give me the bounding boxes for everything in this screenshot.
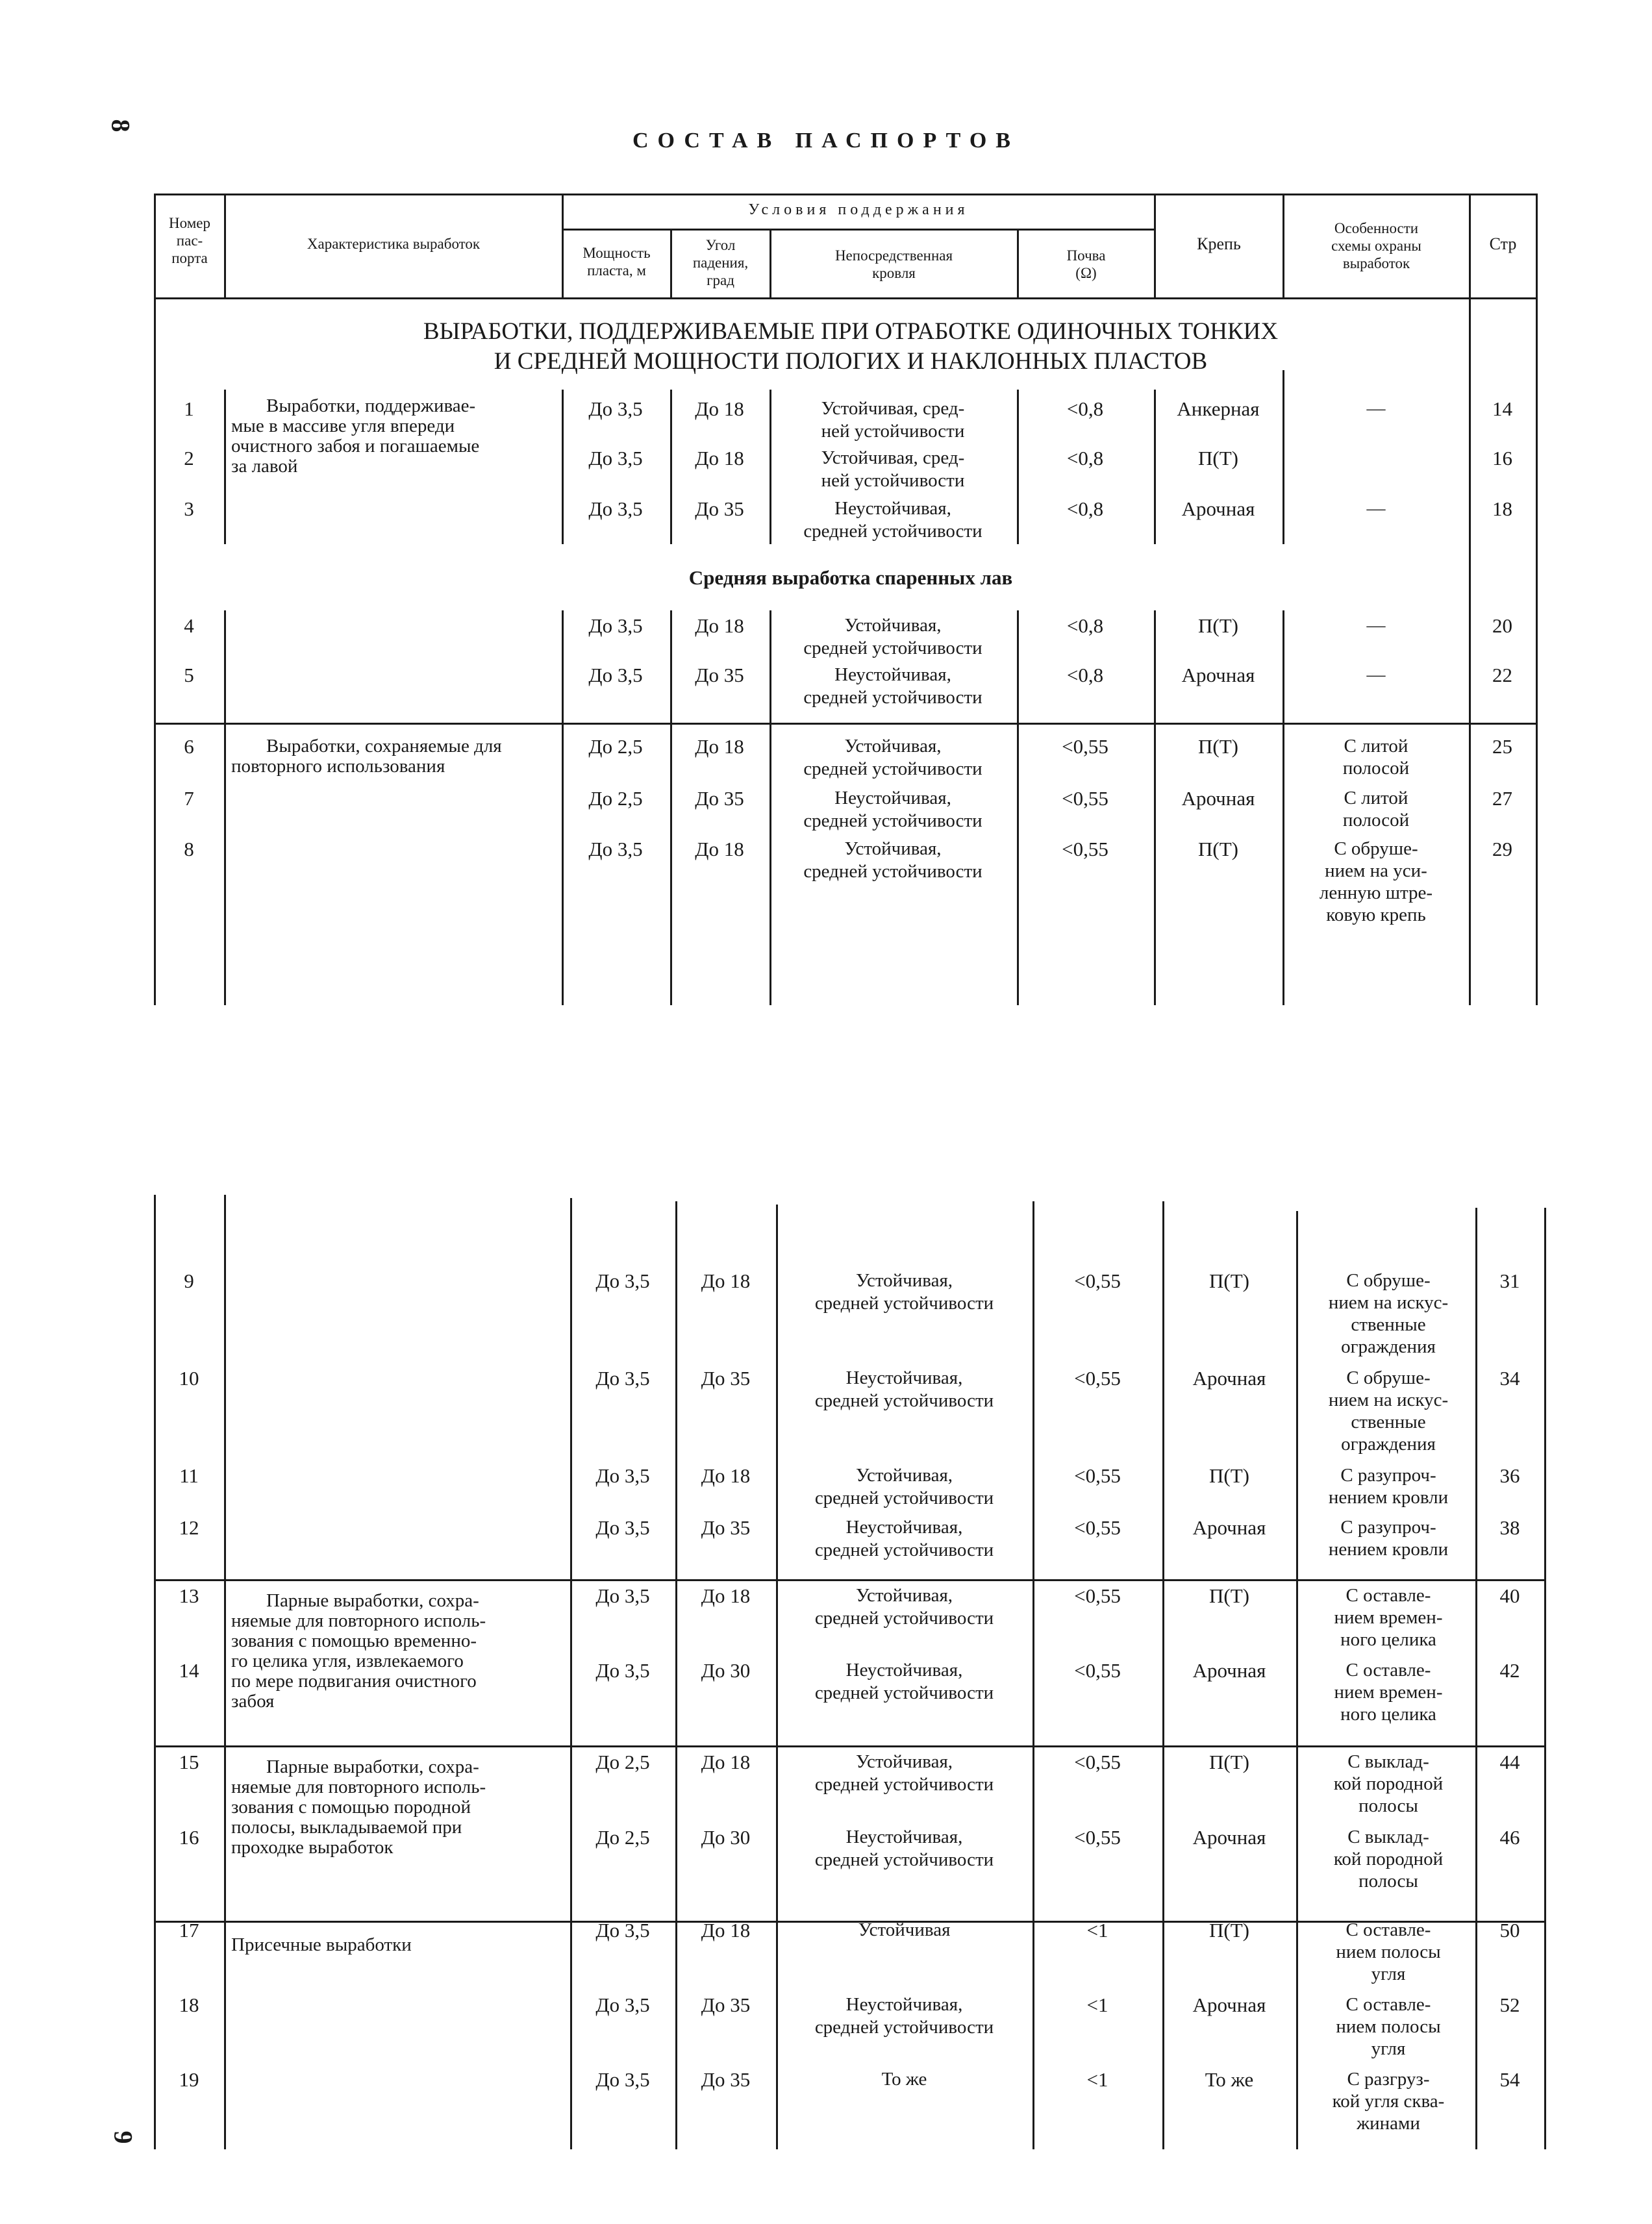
cell-thickness: До 3,5 [595,1584,650,1607]
cell-support: Арочная [1192,1659,1266,1682]
rule [562,229,1154,231]
group-description: Выработки, сохраняемые для повторного использования [231,736,502,777]
subsection-heading: Средняя выработка спаренных лав [688,566,1013,589]
cell-floor: <0,55 [1074,1659,1121,1682]
header-page: Стр [1489,234,1517,253]
cell-thickness: До 3,5 [588,614,643,637]
cell-page: 44 [1499,1751,1520,1773]
cell-features: — [1366,398,1386,419]
cell-thickness: До 3,5 [588,838,643,860]
cell-roof: Устойчивая [858,1919,951,1940]
cell-page: 42 [1499,1659,1520,1682]
cell-thickness: До 3,5 [588,497,643,520]
row-number: 3 [184,497,194,520]
row-number: 11 [179,1464,199,1487]
row-number: 7 [184,787,194,810]
cell-floor: <0,55 [1062,735,1108,758]
cell-features: С оставле- нием полосы угля [1336,1919,1441,1984]
cell-thickness: До 3,5 [588,664,643,686]
cell-roof: Неустойчивая, средней устойчивости [814,1994,994,2038]
cell-roof: Устойчивая, средней устойчивости [814,1270,994,1314]
cell-thickness: До 3,5 [588,397,643,420]
cell-thickness: До 3,5 [588,447,643,469]
row-number: 12 [179,1516,199,1539]
cell-features: С оставле- нием времен- ного целика [1334,1585,1443,1650]
cell-roof: Устойчивая, сред- ней устойчивости [821,398,965,442]
cell-floor: <0,55 [1062,787,1108,810]
cell-page: 27 [1492,787,1512,810]
rule [1536,194,1538,1005]
rule [156,1579,1544,1581]
cell-features: С разгруз- кой угля сква- жинами [1332,2069,1445,2134]
cell-angle: До 35 [701,2068,751,2091]
cell-support: Арочная [1181,664,1255,686]
row-number: 8 [184,838,194,860]
cell-roof: Устойчивая, средней устойчивости [803,838,982,882]
cell-floor: <0,55 [1062,838,1108,860]
cell-support: То же [1205,2068,1254,2091]
cell-features: С обруше- нием на уси- ленную штре- ковую крепь [1319,838,1433,925]
cell-support: П(Т) [1198,838,1238,860]
cell-roof: Неустойчивая, средней устойчивости [803,788,982,831]
cell-angle: До 18 [701,1464,751,1487]
rule [154,194,1538,195]
rule [1296,1211,1298,2149]
group-description: Присечные выработки [231,1934,412,1955]
cell-page: 20 [1492,614,1512,637]
cell-thickness: До 3,5 [595,1464,650,1487]
rule [1544,1208,1546,2149]
cell-features: С разупроч- нением кровли [1328,1517,1449,1560]
cell-thickness: До 3,5 [595,1269,650,1292]
cell-page: 18 [1492,497,1512,520]
page-title: СОСТАВ ПАСПОРТОВ [632,129,1020,153]
cell-page: 52 [1499,1993,1520,2016]
row-number: 16 [179,1826,199,1849]
cell-thickness: До 3,5 [595,1993,650,2016]
cell-floor: <0,55 [1074,1464,1121,1487]
cell-floor: <0,55 [1074,1826,1121,1849]
cell-page: 16 [1492,447,1512,469]
cell-thickness: До 2,5 [588,735,643,758]
cell-angle: До 30 [701,1659,751,1682]
cell-page: 54 [1499,2068,1520,2091]
cell-floor: <1 [1086,2068,1108,2091]
cell-thickness: До 3,5 [595,1919,650,1942]
cell-roof: Устойчивая, средней устойчивости [803,615,982,658]
cell-angle: До 18 [695,735,744,758]
cell-support: Арочная [1192,1993,1266,2016]
rule [224,390,226,544]
cell-page: 40 [1499,1584,1520,1607]
cell-features: С разупроч- нением кровли [1328,1465,1449,1508]
cell-page: 46 [1499,1826,1520,1849]
cell-support: Арочная [1192,1826,1266,1849]
cell-support: Арочная [1181,497,1255,520]
cell-page: 29 [1492,838,1512,860]
cell-angle: До 18 [695,447,744,469]
cell-thickness: До 2,5 [595,1751,650,1773]
cell-roof: Устойчивая, сред- ней устойчивости [821,447,965,491]
cell-angle: До 35 [701,1993,751,2016]
cell-support: П(Т) [1198,447,1238,469]
cell-angle: До 18 [695,838,744,860]
cell-floor: <0,55 [1074,1584,1121,1607]
cell-support: П(Т) [1198,735,1238,758]
row-number: 1 [184,397,194,420]
cell-support: Арочная [1192,1516,1266,1539]
cell-features: С литой полосой [1342,788,1410,831]
cell-features: С оставле- нием полосы угля [1336,1994,1441,2059]
cell-angle: До 30 [701,1826,751,1849]
cell-roof: Устойчивая, средней устойчивости [814,1465,994,1508]
rule [154,297,1538,299]
row-number: 2 [184,447,194,469]
cell-page: 36 [1499,1464,1520,1487]
cell-features: — [1366,498,1386,519]
header-thickness: Мощность пласта, м [582,245,651,279]
group-description: Парные выработки, сохра- няемые для повторного исполь- зования с помощью временно- го целика угля, извлекаемого по мере подвигания очистного забоя [231,1590,486,1712]
rule [224,610,226,1005]
header-conditions: Условия поддержания [748,201,969,218]
cell-angle: До 18 [701,1919,751,1942]
cell-thickness: До 3,5 [595,1516,650,1539]
rule [154,194,156,1005]
cell-angle: До 35 [701,1516,751,1539]
cell-support: Арочная [1181,787,1255,810]
rule [154,723,1538,725]
cell-features: С оставле- нием времен- ного целика [1334,1660,1443,1725]
cell-angle: До 35 [701,1367,751,1390]
rule [156,1745,1544,1747]
cell-support: П(Т) [1198,614,1238,637]
row-number: 19 [179,2068,199,2091]
cell-support: П(Т) [1209,1464,1249,1487]
header-characteristic: Характеристика выработок [307,236,481,252]
cell-page: 22 [1492,664,1512,686]
header-num: Номер пас- порта [169,215,210,266]
cell-support: П(Т) [1209,1751,1249,1773]
cell-floor: <0,55 [1074,1516,1121,1539]
cell-floor: <1 [1086,1993,1108,2016]
cell-features: С обруше- нием на искус- ственные ограждения [1328,1270,1449,1357]
cell-roof: Неустойчивая, средней устойчивости [803,498,982,542]
cell-support: П(Т) [1209,1584,1249,1607]
rule [1283,610,1284,1005]
cell-thickness: До 2,5 [595,1826,650,1849]
cell-floor: <0,55 [1074,1367,1121,1390]
row-number: 18 [179,1993,199,2016]
cell-floor: <0,8 [1066,497,1104,520]
header-support: Крепь [1197,234,1241,253]
section-heading: ВЫРАБОТКИ, ПОДДЕРЖИВАЕМЫЕ ПРИ ОТРАБОТКЕ ОДИНОЧНЫХ ТОНКИХ И СРЕДНЕЙ МОЩНОСТИ ПОЛОГИХ И НАКЛОННЫХ ПЛАСТОВ [423,318,1279,375]
cell-features: — [1366,615,1386,636]
header-angle: Угол падения, град [692,237,749,288]
cell-floor: <0,55 [1074,1269,1121,1292]
page-number-top: 8 [106,119,136,132]
cell-floor: <0,55 [1074,1751,1121,1773]
cell-thickness: До 3,5 [595,1659,650,1682]
cell-angle: До 18 [695,397,744,420]
row-number: 17 [179,1919,199,1942]
cell-features: С обруше- нием на искус- ственные ограждения [1328,1368,1449,1455]
rule [224,1195,226,2149]
cell-roof: То же [881,2069,927,2090]
cell-features: С выклад- кой породной полосы [1333,1751,1444,1816]
cell-support: П(Т) [1209,1269,1249,1292]
row-number: 14 [179,1659,199,1682]
row-number: 15 [179,1751,199,1773]
cell-floor: <0,8 [1066,614,1104,637]
cell-roof: Устойчивая, средней устойчивости [803,736,982,779]
cell-floor: <0,8 [1066,447,1104,469]
group-description: Парные выработки, сохра- няемые для повторного исполь- зования с помощью породной полосы, выкладываемой при проходке выработок [231,1756,486,1858]
cell-page: 50 [1499,1919,1520,1942]
cell-support: П(Т) [1209,1919,1249,1942]
cell-floor: <0,8 [1066,664,1104,686]
cell-page: 34 [1499,1367,1520,1390]
cell-page: 38 [1499,1516,1520,1539]
cell-roof: Устойчивая, средней устойчивости [814,1585,994,1629]
cell-page: 31 [1499,1269,1520,1292]
header-floor: Почва (Ω) [1066,247,1106,281]
header-roof: Непосредственная кровля [834,247,953,281]
cell-angle: До 35 [695,497,744,520]
cell-roof: Неустойчивая, средней устойчивости [814,1517,994,1560]
header-features: Особенности схемы охраны выработок [1331,220,1421,271]
cell-floor: <1 [1086,1919,1108,1942]
row-number: 9 [184,1269,194,1292]
cell-angle: До 35 [695,787,744,810]
row-number: 6 [184,735,194,758]
row-number: 5 [184,664,194,686]
cell-angle: До 18 [701,1269,751,1292]
page-number-bottom: 9 [108,2130,138,2144]
group-description: Выработки, поддерживае- мые в массиве угля впереди очистного забоя и погашаемые за лавой [231,395,480,477]
cell-roof: Неустойчивая, средней устойчивости [803,664,982,708]
row-number: 4 [184,614,194,637]
cell-floor: <0,8 [1066,397,1104,420]
cell-features: С выклад- кой породной полосы [1333,1827,1444,1892]
cell-thickness: До 3,5 [595,2068,650,2091]
cell-support: Анкерная [1177,397,1260,420]
row-number: 13 [179,1584,199,1607]
cell-angle: До 35 [695,664,744,686]
cell-page: 14 [1492,397,1512,420]
cell-roof: Неустойчивая, средней устойчивости [814,1827,994,1870]
cell-angle: До 18 [695,614,744,637]
cell-roof: Устойчивая, средней устойчивости [814,1751,994,1795]
cell-features: — [1366,664,1386,685]
cell-thickness: До 3,5 [595,1367,650,1390]
rule [1283,370,1284,544]
cell-angle: До 18 [701,1584,751,1607]
cell-thickness: До 2,5 [588,787,643,810]
cell-angle: До 18 [701,1751,751,1773]
cell-roof: Неустойчивая, средней устойчивости [814,1660,994,1703]
cell-page: 25 [1492,735,1512,758]
cell-features: С литой полосой [1342,736,1410,779]
row-number: 10 [179,1367,199,1390]
cell-support: Арочная [1192,1367,1266,1390]
cell-roof: Неустойчивая, средней устойчивости [814,1368,994,1411]
